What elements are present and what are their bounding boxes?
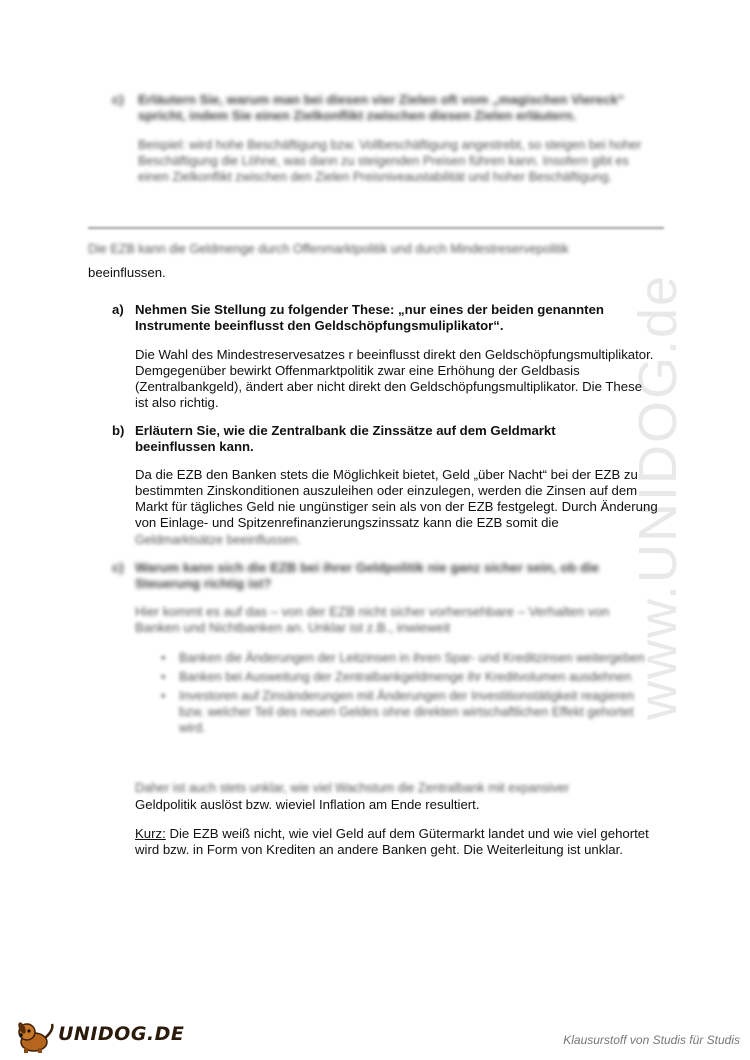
question-a-label: a)	[112, 302, 124, 317]
list-item: • Banken die Änderungen der Leitzinsen in ihren Spar- und Kreditzinsen weitergeben	[157, 650, 647, 666]
list-item: • Banken bei Ausweitung der Zentralbankgeldmenge ihr Kreditvolumen ausdehnen	[157, 669, 647, 685]
answer-b-blurred-tail: Geldmarktsätze beeinflussen.	[135, 533, 301, 547]
answer-c-top-text: Beispiel: wird hohe Beschäftigung bzw. Vollbeschäftigung angestrebt, so steigen bei hoher Beschäftigung die Löhne, was dann zu steigenden Preisen führen kann. Insofern gibt es einen Zielkonflikt zwischen den Zielen Preisniveaustabilität und hoher Beschäftigung.	[138, 138, 642, 184]
question-a-text: Nehmen Sie Stellung zu folgender These: „nur eines der beiden genannten Instrumente beeinflusst den Geldschöpfungsmuliplikator“.	[135, 302, 604, 333]
intro-visible-line: beeinflussen.	[88, 265, 166, 280]
summary-text: Die EZB weiß nicht, wie viel Geld auf dem Gütermarkt landet und wie viel gehortet wird bzw. in Form von Krediten an andere Banken geht. Die Weiterleitung ist unklar.	[135, 826, 649, 857]
answer-b-text: Da die EZB den Banken stets die Möglichkeit bietet, Geld „über Nacht“ bei der EZB zu bestimmten Zinskonditionen auszuleihen oder einzulegen, werden die Zinsen auf dem Markt für tägliches Geld nie ungünstiger sein als von der EZB festgelegt. Durch Änderung von Einlage- und Spitzenrefinanzierungszinssatz kann die EZB somit die	[135, 467, 658, 530]
logo-text: UNIDOG.DE	[58, 1023, 185, 1045]
question-c-top-label: c)	[112, 92, 124, 107]
question-b-label: b)	[112, 423, 125, 438]
intro-blurred-line: Die EZB kann die Geldmenge durch Offenmarktpolitik und durch Mindestreservepolitik	[88, 242, 569, 256]
summary-paragraph	[135, 826, 663, 858]
section-divider	[88, 227, 664, 229]
answer-a-text: Die Wahl des Mindestreservesatzes r beeinflusst direkt den Geldschöpfungsmultiplikator. Demgegenüber bewirkt Offenmarktpolitik zwar eine Erhöhung der Geldbasis (Zentralbankgeld), ändert aber nicht direkt den Geldschöpfungsmultiplikator. Die These ist also richtig.	[135, 347, 654, 410]
answer-c-intro: Hier kommt es auf das – von der EZB nicht sicher vorhersehbare – Verhalten von Banken und Nichtbanken an. Unklar ist z.B., inwieweit	[135, 604, 610, 635]
dog-icon	[14, 1018, 58, 1054]
question-b-text: Erläutern Sie, wie die Zentralbank die Zinssätze auf dem Geldmarkt beeinflussen kann.	[135, 423, 556, 454]
question-c-label: c)	[112, 560, 124, 575]
list-item: • Investoren auf Zinsänderungen mit Änderungen der Investitionstätigkeit reagieren bzw. welcher Teil des neuen Geldes ohne direkten wirtschaftlichen Effekt gehortet wird.	[157, 688, 647, 736]
question-c-text: Warum kann sich die EZB bei ihrer Geldpolitik nie ganz sicher sein, ob die Steuerung richtig ist?	[135, 560, 600, 591]
unidog-logo[interactable]	[14, 1018, 185, 1054]
question-c-top-text: Erläutern Sie, warum man bei diesen vier Zielen oft vom „magischen Viereck“ spricht, indem Sie einen Zielkonflikt zwischen diesen Zielen erläutern.	[138, 92, 625, 123]
watermark: www.UNIDOG.de	[628, 273, 688, 720]
answer-c-conclusion-visible: Geldpolitik auslöst bzw. wieviel Inflation am Ende resultiert.	[135, 797, 480, 812]
answer-c-bullet-list	[157, 650, 647, 739]
summary-label: Kurz:	[135, 826, 166, 841]
footer-tagline: Klausurstoff von Studis für Studis	[563, 1033, 740, 1047]
answer-c-conclusion-blurred: Daher ist auch stets unklar, wie viel Wachstum die Zentralbank mit expansiver	[135, 781, 570, 795]
